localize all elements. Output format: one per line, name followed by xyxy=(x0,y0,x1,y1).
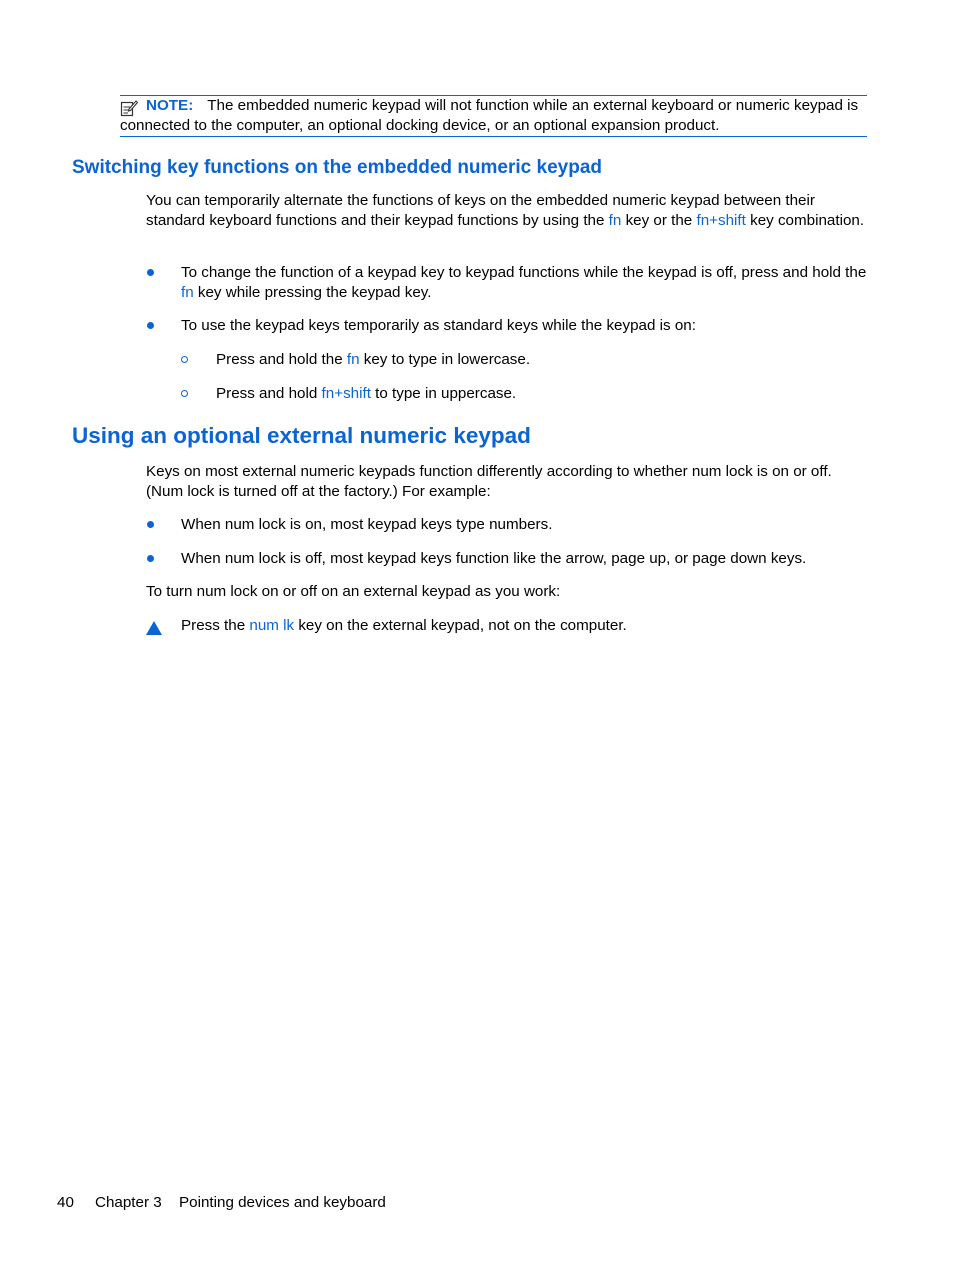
sub-bullet-marker xyxy=(181,390,188,397)
list-item-text: To change the function of a keypad key to keypad functions while the keypad is off, press and hold the xyxy=(181,264,867,281)
sub-list-item xyxy=(216,350,871,370)
note-label: NOTE: xyxy=(146,97,194,114)
procedure-step xyxy=(181,616,871,636)
footer-chapter-title: Pointing devices and keyboard xyxy=(179,1194,386,1211)
note-text-block xyxy=(120,96,867,136)
footer-chapter: Chapter 3 xyxy=(95,1194,162,1211)
section-heading-switching: Switching key functions on the embedded numeric keypad xyxy=(72,157,602,178)
key-fn-shift: fn+shift xyxy=(696,212,746,229)
sub-list-item-text: to type in uppercase. xyxy=(370,385,517,402)
bullet-marker xyxy=(147,322,154,329)
key-num-lk: num lk xyxy=(249,617,295,634)
sub-list-item-text: key to type in lowercase. xyxy=(359,351,531,368)
section-heading-external-keypad: Using an optional external numeric keypad xyxy=(72,423,531,448)
intro-text: key combination. xyxy=(745,212,865,229)
bullet-marker xyxy=(147,269,154,276)
note-box xyxy=(120,95,867,137)
key-fn-shift: fn+shift xyxy=(321,385,371,402)
step-text: key on the external keypad, not on the computer. xyxy=(294,617,627,634)
section1-intro xyxy=(146,191,870,231)
sub-bullet-marker xyxy=(181,356,188,363)
list-item-text: key while pressing the keypad key. xyxy=(193,284,432,301)
section2-intro: Keys on most external numeric keypads function differently according to whether num lock is on or off. (Num lock is turned off at the factory.) For example: xyxy=(146,463,832,500)
step-triangle-icon xyxy=(146,621,162,635)
page-number: 40 xyxy=(57,1194,74,1211)
bullet-marker xyxy=(147,521,154,528)
sub-list-item-text: Press and hold the xyxy=(216,351,347,368)
step-text: Press the xyxy=(181,617,250,634)
sub-list-item-text: Press and hold xyxy=(216,385,322,402)
intro-text: key or the xyxy=(621,212,697,229)
key-fn: fn xyxy=(181,284,194,301)
bullet-marker xyxy=(147,555,154,562)
intro-text: You can temporarily alternate the functions of keys on the embedded numeric keypad between their standard keyboard functions and their keypad functions by using the xyxy=(146,192,815,229)
sub-list-item xyxy=(216,384,871,404)
list-item xyxy=(181,263,871,303)
note-pencil-icon xyxy=(120,99,138,117)
list-item: To use the keypad keys temporarily as standard keys while the keypad is on: xyxy=(181,317,696,334)
key-fn: fn xyxy=(346,351,360,368)
note-text: The embedded numeric keypad will not function while an external keyboard or numeric keypad is connected to the computer, an optional docking device, or an optional expansion product. xyxy=(120,97,859,134)
list-item: When num lock is off, most keypad keys function like the arrow, page up, or page down keys. xyxy=(181,550,807,567)
list-item: When num lock is on, most keypad keys type numbers. xyxy=(181,516,553,533)
key-fn: fn xyxy=(608,212,622,229)
instruction-text: To turn num lock on or off on an external keypad as you work: xyxy=(146,583,561,600)
